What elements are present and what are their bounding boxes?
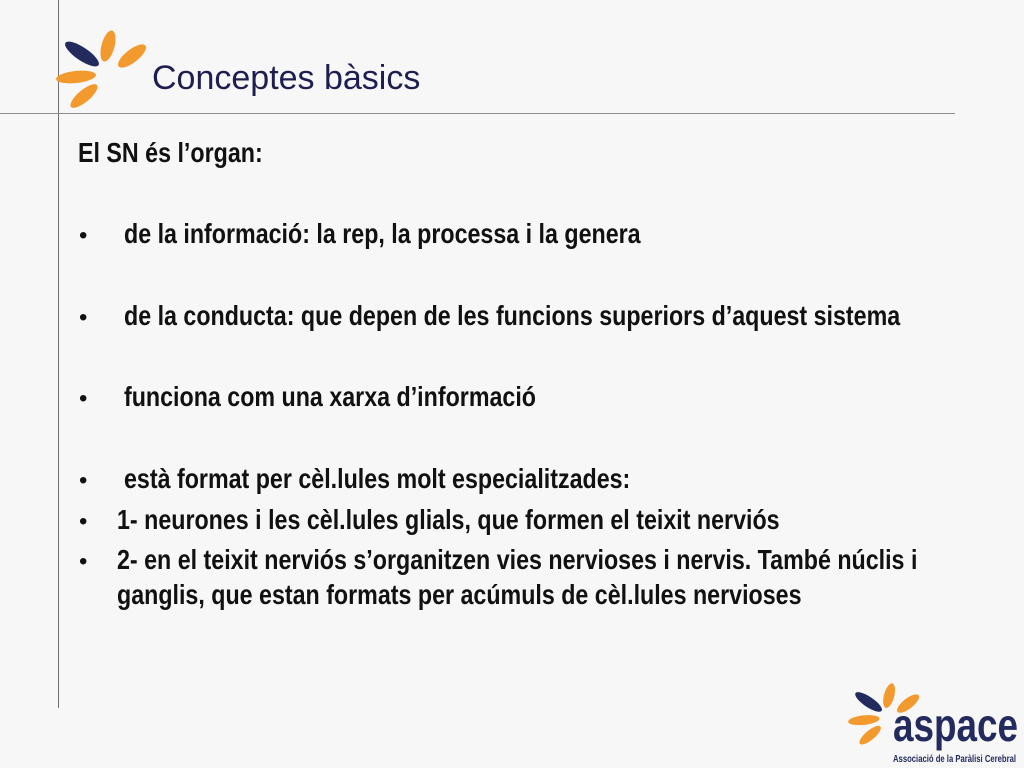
- list-item-text: de la informació: la rep, la processa i la genera: [124, 218, 641, 249]
- aspace-logo: [840, 675, 1024, 768]
- aspace-logo-tagline: Associació de la Paràlisi Cerebral: [893, 753, 1017, 765]
- list-item-text: de la conducta: que depen de les funcions superiors d’aquest sistema: [124, 300, 901, 331]
- logo-petal-navy: [62, 37, 102, 70]
- bullet-marker: •: [79, 385, 88, 412]
- logo-petal-orange-right: [115, 40, 150, 71]
- logo-petal-orange-bottom: [857, 723, 884, 748]
- bullet-marker: •: [79, 508, 88, 535]
- logo-petal-navy: [853, 689, 885, 715]
- list-item: [79, 300, 901, 331]
- list-item: [79, 504, 780, 535]
- list-item-text-line: 2- en el teixit nerviós s’organitzen vies nervioses i nervis. També núclis i: [117, 544, 918, 575]
- bullet-marker: •: [79, 548, 88, 575]
- slide-body: [0, 120, 1024, 620]
- list-item: [79, 463, 630, 494]
- intro-heading: El SN és l’organ:: [78, 137, 263, 168]
- bullet-marker: •: [79, 467, 88, 494]
- list-item-text-line: ganglis, que estan formats per acúmuls de cèl.lules nervioses: [117, 579, 802, 610]
- logo-petal-orange-bottom: [67, 80, 101, 111]
- bullet-marker: •: [79, 222, 88, 249]
- list-item-text: funciona com una xarxa d’informació: [124, 381, 536, 412]
- bullet-marker: •: [79, 304, 88, 331]
- logo-petal-orange-top: [98, 29, 119, 63]
- aspace-logo-wordmark: aspace: [893, 699, 1018, 751]
- page-title: Conceptes bàsics: [152, 59, 421, 97]
- list-item: [79, 544, 917, 610]
- list-item: [79, 218, 641, 249]
- bullet-list: [79, 218, 917, 610]
- list-item: [79, 381, 536, 412]
- logo-petal-orange-left: [848, 714, 880, 727]
- list-item-text: 1- neurones i les cèl.lules glials, que formen el teixit nerviós: [117, 504, 780, 535]
- list-item-text: està format per cèl.lules molt especialitzades:: [124, 463, 631, 494]
- logo-petal-orange-left: [55, 69, 96, 85]
- aspace-petal-logo: [50, 25, 155, 115]
